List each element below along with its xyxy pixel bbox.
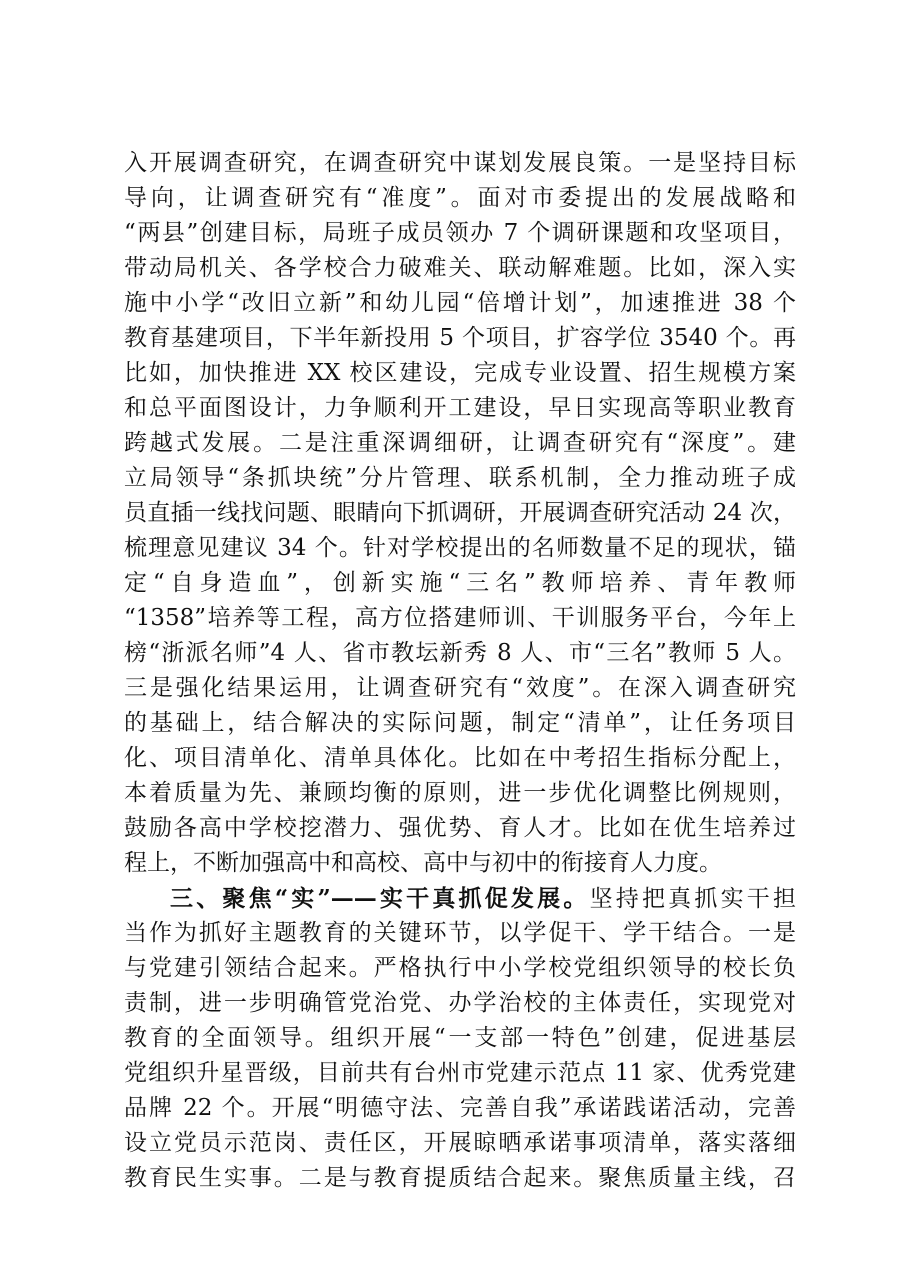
text-line: 责制，进一步明确管党治党、办学治校的主体责任，实现党对 (124, 990, 796, 1016)
text-line: 教育基建项目，下半年新投用 5 个项目，扩容学位 3540 个。再 (124, 325, 796, 351)
section-heading-line (124, 881, 796, 916)
section-heading-rest: 坚持把真抓实干担 (589, 886, 797, 912)
text-line: 定“自身造血”，创新实施“三名”教师培养、青年教师 (124, 570, 796, 596)
section-heading: 三、聚焦“实”——实干真抓促发展。 (170, 885, 590, 912)
text-line: 入开展调查研究，在调查研究中谋划发展良策。一是坚持目标 (124, 150, 796, 176)
text-line: 和总平面图设计，力争顺利开工建设，早日实现高等职业教育 (124, 395, 796, 421)
text-line: 员直插一线找问题、眼睛向下抓调研，开展调查研究活动 24 次， (124, 500, 796, 526)
text-line: 梳理意见建议 34 个。针对学校提出的名师数量不足的现状，锚 (124, 535, 796, 561)
text-line: 立局领导“条抓块统”分片管理、联系机制，全力推动班子成 (124, 465, 796, 491)
text-line: 设立党员示范岗、责任区，开展晾晒承诺事项清单，落实落细 (124, 1130, 796, 1156)
text-line: 与党建引领结合起来。严格执行中小学校党组织领导的校长负 (124, 955, 796, 981)
text-line: 三是强化结果运用，让调查研究有“效度”。在深入调查研究 (124, 675, 796, 701)
text-line: 教育的全面领导。组织开展“一支部一特色”创建，促进基层 (124, 1025, 796, 1051)
text-line: 品牌 22 个。开展“明德守法、完善自我”承诺践诺活动，完善 (124, 1095, 796, 1121)
text-line: “两县”创建目标，局班子成员领办 7 个调研课题和攻坚项目， (124, 220, 796, 246)
text-line: 带动局机关、各学校合力破难关、联动解难题。比如，深入实 (124, 255, 796, 281)
text-line: 当作为抓好主题教育的关键环节，以学促干、学干结合。一是 (124, 920, 796, 946)
text-line: 教育民生实事。二是与教育提质结合起来。聚焦质量主线，召 (124, 1165, 796, 1191)
text-line: “1358”培养等工程，高方位搭建师训、干训服务平台，今年上 (124, 605, 796, 631)
text-line: 本着质量为先、兼顾均衡的原则，进一步优化调整比例规则， (124, 780, 796, 806)
text-line: 导向，让调查研究有“准度”。面对市委提出的发展战略和 (124, 185, 796, 211)
section-3 (124, 881, 796, 1196)
text-line: 施中小学“改旧立新”和幼儿园“倍增计划”，加速推进 38 个 (124, 290, 796, 316)
text-line: 鼓励各高中学校挖潜力、强优势、育人才。比如在优生培养过 (124, 815, 796, 841)
text-line: 的基础上，结合解决的实际问题，制定“清单”，让任务项目 (124, 710, 796, 736)
text-line: 榜“浙派名师”4 人、省市教坛新秀 8 人、市“三名”教师 5 人。 (124, 640, 796, 666)
text-line: 程上，不断加强高中和高校、高中与初中的衔接育人力度。 (124, 850, 722, 876)
text-line: 比如，加快推进 XX 校区建设，完成专业设置、招生规模方案 (124, 360, 796, 386)
text-line: 跨越式发展。二是注重深调细研，让调查研究有“深度”。建 (124, 430, 796, 456)
body-text (124, 146, 796, 1196)
text-line: 党组织升星晋级，目前共有台州市党建示范点 11 家、优秀党建 (124, 1060, 796, 1086)
paragraph-1 (124, 146, 796, 881)
text-line: 化、项目清单化、清单具体化。比如在中考招生指标分配上， (124, 745, 796, 771)
